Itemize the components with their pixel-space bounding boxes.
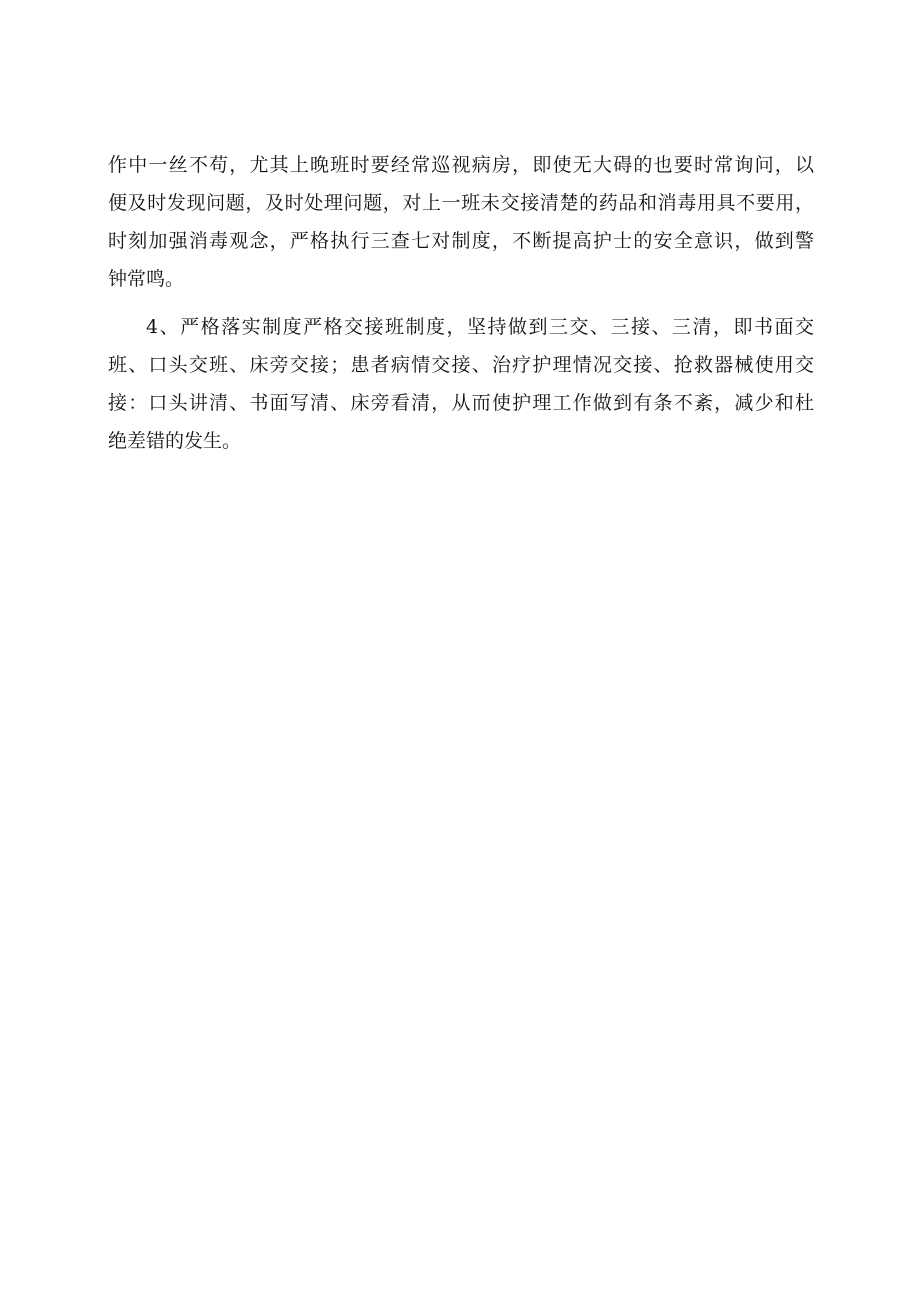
paragraph-2-line-1: 4、严格落实制度严格交接班制度，坚持做到三交、三接、三清，即书面交: [146, 316, 814, 338]
paragraph-1-line-3: 时刻加强消毒观念，严格执行三查七对制度，不断提高护士的安全意识，做到警: [108, 230, 814, 252]
paragraph-2-line-2: 班、口头交班、床旁交接；患者病情交接、治疗护理情况交接、抢救器械使用交: [108, 354, 814, 376]
paragraph-2-line-4: 绝差错的发生。: [108, 430, 242, 452]
paragraph-1-line-1: 作中一丝不苟，尤其上晚班时要经常巡视病房，即使无大碍的也要时常询问，以: [108, 154, 814, 176]
document-body: [108, 146, 814, 460]
paragraph-1: [108, 146, 814, 298]
paragraph-1-line-4: 钟常鸣。: [108, 268, 185, 290]
paragraph-spacer: [108, 298, 814, 308]
paragraph-1-line-2: 便及时发现问题，及时处理问题，对上一班未交接清楚的药品和消毒用具不要用，: [108, 192, 814, 214]
paragraph-2: [108, 308, 814, 460]
paragraph-2-line-3: 接：口头讲清、书面写清、床旁看清，从而使护理工作做到有条不紊，减少和杜: [108, 392, 814, 414]
